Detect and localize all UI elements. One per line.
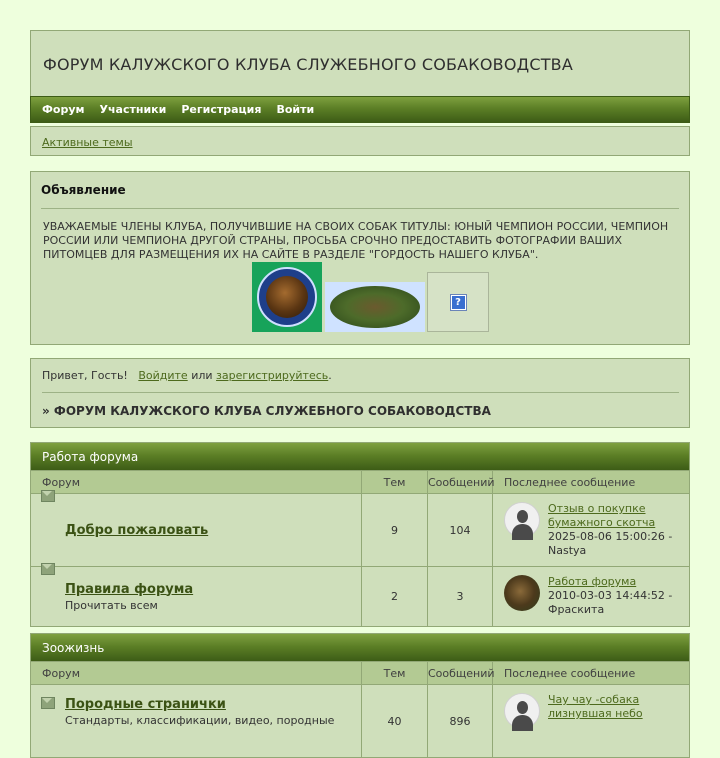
dog-avatar	[504, 575, 540, 611]
announcement-images	[41, 262, 679, 342]
forum-description: Прочитать всем	[65, 598, 158, 612]
page-wrapper	[30, 30, 690, 758]
category-title[interactable]: Зоожизнь	[31, 634, 689, 661]
breadcrumb[interactable]: » ФОРУМ КАЛУЖСКОГО КЛУБА СЛУЖЕБНОГО СОБАКОВОДСТВА	[42, 404, 491, 418]
or-text: или	[191, 369, 213, 382]
forum-description: Стандарты, классификации, видео, породные	[65, 714, 335, 727]
announcement-panel	[30, 171, 690, 345]
site-header	[30, 30, 690, 96]
col-posts: Сообщений	[428, 662, 493, 684]
forum-read-icon	[41, 563, 54, 574]
nav-forum[interactable]: Форум	[42, 103, 85, 116]
category-work	[30, 442, 690, 627]
active-topics-bar	[30, 126, 690, 156]
greeting-panel	[30, 358, 690, 428]
site-title: ФОРУМ КАЛУЖСКОГО КЛУБА СЛУЖЕБНОГО СОБАКОВОДСТВА	[43, 55, 574, 74]
forum-cell	[31, 494, 362, 566]
forum-row	[31, 566, 689, 626]
posts-count: 896	[428, 685, 493, 757]
last-post-link[interactable]: Работа форума	[548, 575, 637, 588]
forum-name-link[interactable]: Добро пожаловать	[65, 522, 209, 538]
announcement-text: УВАЖАЕМЫЕ ЧЛЕНЫ КЛУБА, ПОЛУЧИВШИЕ НА СВОИХ СОБАК ТИТУЛЫ: ЮНЫЙ ЧЕМПИОН РОССИИ, ЧЕМПИОН РОССИИ ИЛИ ЧЕМПИОНА ДРУГОЙ СТРАНЫ, ПРОСЬБА СРОЧНО ПРЕДОСТАВИТЬ ФОТОГРАФИИ ВАШИХ ПИТОМЦЕВ ДЛЯ РАЗМЕЩЕНИЯ ИХ НА САЙТЕ В РАЗДЕЛЕ "ГОРДОСТЬ НАШЕГО КЛУБА".	[43, 220, 669, 261]
topics-count: 9	[362, 494, 428, 566]
topics-count: 40	[362, 685, 428, 757]
category-title[interactable]: Работа форума	[31, 443, 689, 470]
last-post-meta: 2010-03-03 14:44:52 - Фраскита	[548, 589, 673, 616]
last-post-link[interactable]: Чау чау -собака лизнувшая небо	[548, 693, 643, 720]
club-logo-image	[252, 262, 322, 332]
topics-count: 2	[362, 567, 428, 626]
register-link[interactable]: зарегистрируйтесь	[216, 369, 329, 382]
last-post-link[interactable]: Отзыв о покупке бумажного скотча	[548, 502, 656, 529]
broken-image-icon: ?	[451, 295, 466, 310]
broken-image	[427, 272, 489, 332]
posts-count: 3	[428, 567, 493, 626]
forum-row	[31, 684, 689, 757]
col-last-post: Последнее сообщение	[504, 476, 636, 489]
forum-read-icon	[41, 697, 54, 708]
greeting-dot: .	[328, 369, 332, 382]
default-avatar-icon	[504, 502, 540, 538]
last-post-meta: 2025-08-06 15:00:26 - Nastya	[548, 530, 673, 557]
col-forum: Форум	[31, 471, 362, 493]
main-nav	[30, 96, 690, 123]
category-zoolife	[30, 633, 690, 758]
divider	[41, 208, 679, 209]
last-post-cell	[493, 685, 689, 757]
forum-cell	[31, 567, 362, 626]
default-avatar-icon	[504, 693, 540, 729]
col-posts: Сообщений	[428, 471, 493, 493]
nav-register[interactable]: Регистрация	[181, 103, 262, 116]
dog-photo-image	[325, 282, 425, 332]
active-topics-link[interactable]: Активные темы	[42, 136, 133, 149]
greeting-line	[42, 369, 679, 382]
forum-row	[31, 493, 689, 566]
table-header	[31, 470, 689, 493]
col-forum: Форум	[31, 662, 362, 684]
nav-login[interactable]: Войти	[276, 103, 315, 116]
last-post-cell	[493, 567, 689, 626]
last-post-cell	[493, 494, 689, 566]
posts-count: 104	[428, 494, 493, 566]
table-header	[31, 661, 689, 684]
login-link[interactable]: Войдите	[138, 369, 188, 382]
forum-name-link[interactable]: Породные странички	[65, 697, 226, 712]
greeting-text: Привет, Гость!	[42, 369, 128, 382]
forum-cell	[31, 685, 362, 757]
col-topics: Тем	[362, 662, 428, 684]
announcement-title: Объявление	[41, 183, 126, 197]
forum-read-icon	[41, 490, 54, 501]
divider	[42, 392, 679, 393]
nav-users[interactable]: Участники	[99, 103, 167, 116]
forum-name-link[interactable]: Правила форума	[65, 581, 194, 597]
col-topics: Тем	[362, 471, 428, 493]
col-last-post: Последнее сообщение	[504, 667, 636, 680]
